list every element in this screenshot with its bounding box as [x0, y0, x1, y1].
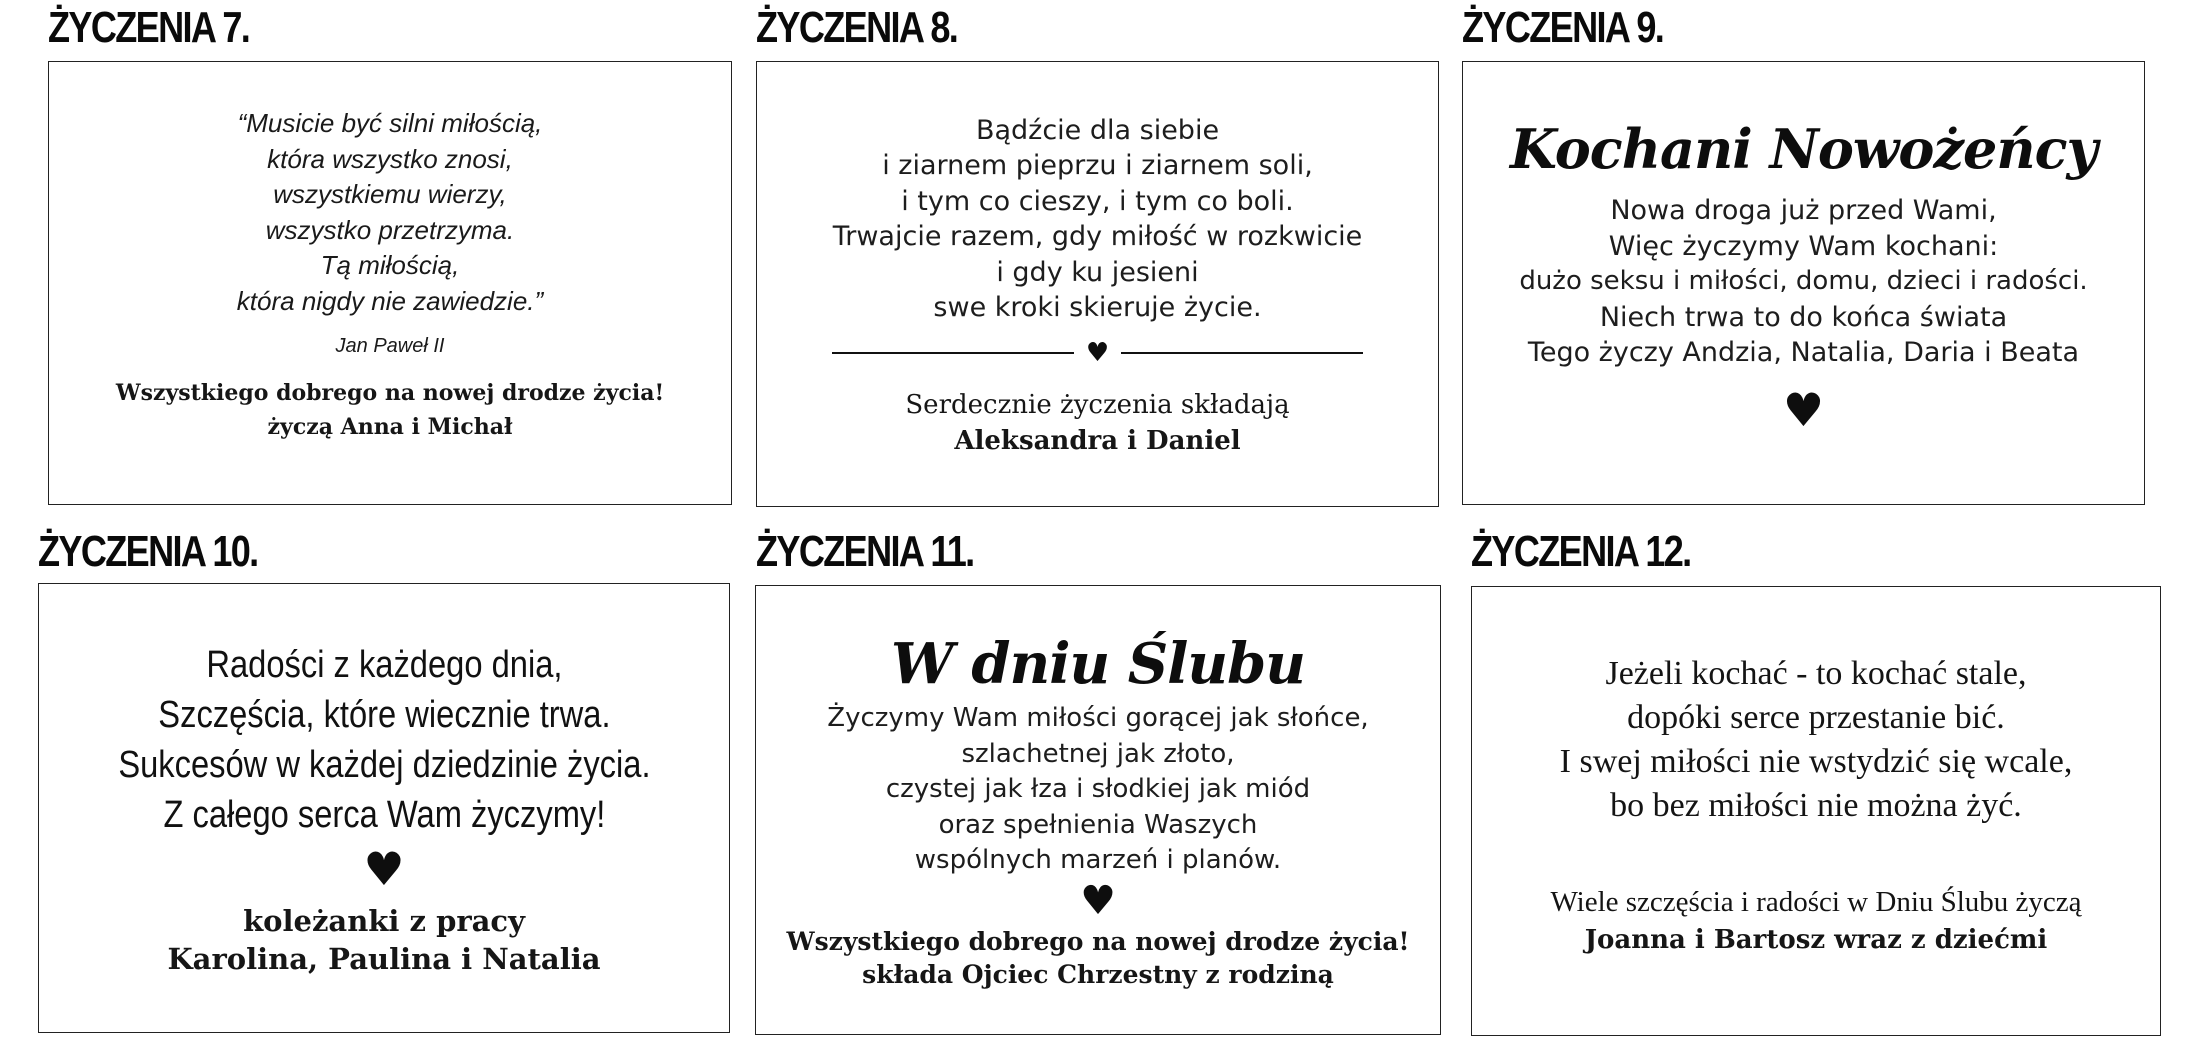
verse-line: Tego życzy Andzia, Natalia, Daria i Beata — [1527, 337, 2080, 369]
verse-line: Sukcesów w każdej dziedzinie życia. — [117, 744, 651, 786]
card-8-signature: Aleksandra i Daniel — [954, 425, 1241, 456]
quote-line: Tą miłością, — [320, 250, 460, 280]
card-7-author: Jan Paweł II — [335, 335, 445, 357]
heart-icon: ♥ — [1085, 337, 1110, 368]
card-12 — [1471, 586, 2161, 1036]
card-8 — [756, 61, 1439, 507]
card-10-signature: Karolina, Paulina i Natalia — [167, 942, 601, 976]
card-9 — [1462, 61, 2145, 505]
card-8-divider — [832, 337, 1363, 368]
card-10-title: ŻYCZENIA 10. — [38, 527, 258, 576]
verse-line: Niech trwa to do końca świata — [1599, 301, 2008, 333]
divider-line — [832, 352, 1074, 354]
verse-line: Trwajcie razem, gdy miłość w rozkwicie — [832, 221, 1363, 252]
card-9-verse — [1519, 193, 2087, 371]
heart-icon: ♥ — [1782, 382, 1825, 437]
heart-icon: ♥ — [363, 842, 405, 896]
verse-line: szlachetnej jak złoto, — [961, 738, 1235, 769]
verse-line: Nowa droga już przed Wami, — [1610, 195, 1997, 227]
quote-line: “Musicie być silni miłością, — [237, 108, 543, 138]
card-11-wish: Wszystkiego dobrego na nowej drodze życia! — [786, 926, 1410, 956]
card-12-signature: Joanna i Bartosz wraz z dziećmi — [1584, 924, 2048, 955]
card-10-verse — [118, 640, 650, 840]
verse-line: czystej jak łza i słodkiej jak miód — [885, 774, 1311, 805]
verse-line: i tym co cieszy, i tym co boli. — [901, 185, 1294, 217]
card-7-wish: Wszystkiego dobrego na nowej drodze życia! — [115, 380, 665, 406]
card-11-heading: W dniu Ślubu — [890, 631, 1306, 698]
quote-line: wszystkiemu wierzy, — [273, 179, 507, 209]
verse-line: I swej miłości nie wstydzić się wcale, — [1559, 742, 2073, 780]
heart-icon: ♥ — [1080, 877, 1116, 924]
verse-line: i gdy ku jesieni — [996, 256, 1199, 288]
card-10 — [38, 583, 730, 1033]
quote-line: wszystko przetrzyma. — [265, 214, 515, 245]
card-9-heading: Kochani Nowożeńcy — [1510, 117, 2097, 182]
card-9-title: ŻYCZENIA 9. — [1462, 3, 1664, 52]
quote-line: która nigdy nie zawiedzie.” — [236, 285, 544, 316]
card-8-wish: Serdecznie życzenia składają — [905, 389, 1290, 420]
card-8-title: ŻYCZENIA 8. — [756, 3, 958, 52]
card-7 — [48, 61, 732, 505]
card-12-title: ŻYCZENIA 12. — [1471, 527, 1691, 576]
card-8-verse — [833, 113, 1363, 326]
verse-line: Radości z każdego dnia, — [205, 644, 563, 686]
quote-line: która wszystko znosi, — [267, 143, 513, 174]
verse-line: dopóki serce przestanie bić. — [1627, 698, 2005, 736]
divider-line — [1121, 352, 1363, 354]
verse-line: wspólnych marzeń i planów. — [914, 845, 1282, 876]
verse-line: Życzymy Wam miłości gorącej jak słońce, — [827, 703, 1369, 734]
card-10-wish: koleżanki z pracy — [243, 904, 525, 938]
verse-line: Szczęścia, które wiecznie trwa. — [157, 694, 611, 736]
verse-line: oraz spełnienia Waszych — [938, 809, 1258, 840]
verse-line: swe kroki skieruje życie. — [933, 292, 1262, 323]
card-7-quote — [237, 106, 543, 319]
card-11-signature: składa Ojciec Chrzestny z rodziną — [862, 959, 1334, 989]
card-7-title: ŻYCZENIA 7. — [48, 3, 250, 52]
verse-line: Więc życzymy Wam kochani: — [1608, 230, 1999, 262]
card-11-verse — [827, 701, 1368, 879]
verse-line: bo bez miłości nie można żyć. — [1610, 786, 2022, 824]
card-12-verse — [1560, 652, 2073, 828]
verse-line: i ziarnem pieprzu i ziarnem soli, — [882, 150, 1313, 181]
card-11 — [755, 585, 1441, 1035]
card-7-signature: życzą Anna i Michał — [267, 414, 513, 440]
verse-line: Bądźcie dla siebie — [975, 114, 1220, 146]
verse-line: Jeżeli kochać - to kochać stale, — [1605, 654, 2027, 692]
verse-line: dużo seksu i miłości, domu, dzieci i radości. — [1519, 266, 2088, 297]
verse-line: Z całego serca Wam życzymy! — [163, 794, 605, 836]
card-12-wish: Wiele szczęścia i radości w Dniu Ślubu życzą — [1550, 885, 2082, 918]
card-11-title: ŻYCZENIA 11. — [756, 527, 974, 576]
